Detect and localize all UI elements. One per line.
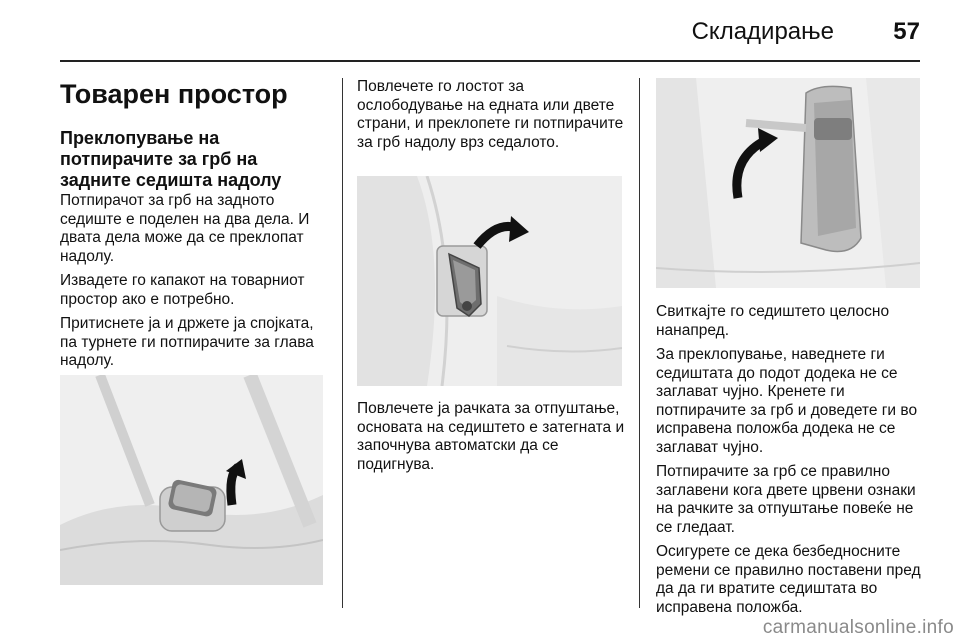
column-3 <box>656 303 924 623</box>
paragraph: Извадете го капакот на товарниот простор ако е потребно. <box>60 272 305 308</box>
subsection-title: Преклопување на потпирачите за грб на задните седишта надолу <box>60 128 282 190</box>
column-divider-1 <box>342 78 343 608</box>
column-2 <box>357 78 625 158</box>
folded-seat-image <box>656 78 920 288</box>
paragraph: Притиснете ја и држете ја спојката, па турнете ги потпирачите за глава надолу. <box>60 315 314 369</box>
headrest-illustration <box>60 375 323 585</box>
column-2-lower <box>357 400 625 480</box>
page-header <box>60 14 920 54</box>
paragraph: Повлечете го лостот за ослободување на едната или двете страни, и преклопете ги потпирачите за грб надолу врз седалото. <box>357 78 624 151</box>
paragraph: Повлечете ја рачката за отпуштање, основата на седиштето е затегната и започнува автоматски да се подигнува. <box>357 400 625 473</box>
section-title: Товарен простор <box>60 79 288 109</box>
paragraph: Осигурете се дека безбедносните ремени се правилно поставени пред да да ги вратите седиштата во исправена положба. <box>656 543 921 616</box>
running-title: Складирање <box>691 18 834 45</box>
watermark: carmanualsonline.info <box>762 617 954 638</box>
paragraph: Потпирачот за грб на задното седиште е поделен на два дела. И двата дела може да се преклопат надолу. <box>60 192 310 265</box>
column-1 <box>60 78 328 377</box>
page-number: 57 <box>893 18 920 45</box>
release-lever-illustration <box>357 176 622 386</box>
column-divider-2 <box>639 78 640 608</box>
header-rule <box>60 60 920 62</box>
folded-seat-illustration <box>656 78 920 288</box>
paragraph: За преклопување, наведнете ги седиштата до подот додека не се заглават чујно. Кренете ги потпирачите за грб и доведете ги во исправена положба додека не се заглават чујно. <box>656 346 918 456</box>
release-lever-image <box>357 176 622 386</box>
paragraph: Потпирачите за грб се правилно заглавени кога двете црвени ознаки на рачките за отпуштање повеќе не се гледаат. <box>656 463 916 536</box>
paragraph: Свиткајте го седиштето целосно нанапред. <box>656 303 890 339</box>
headrest-image <box>60 375 323 585</box>
